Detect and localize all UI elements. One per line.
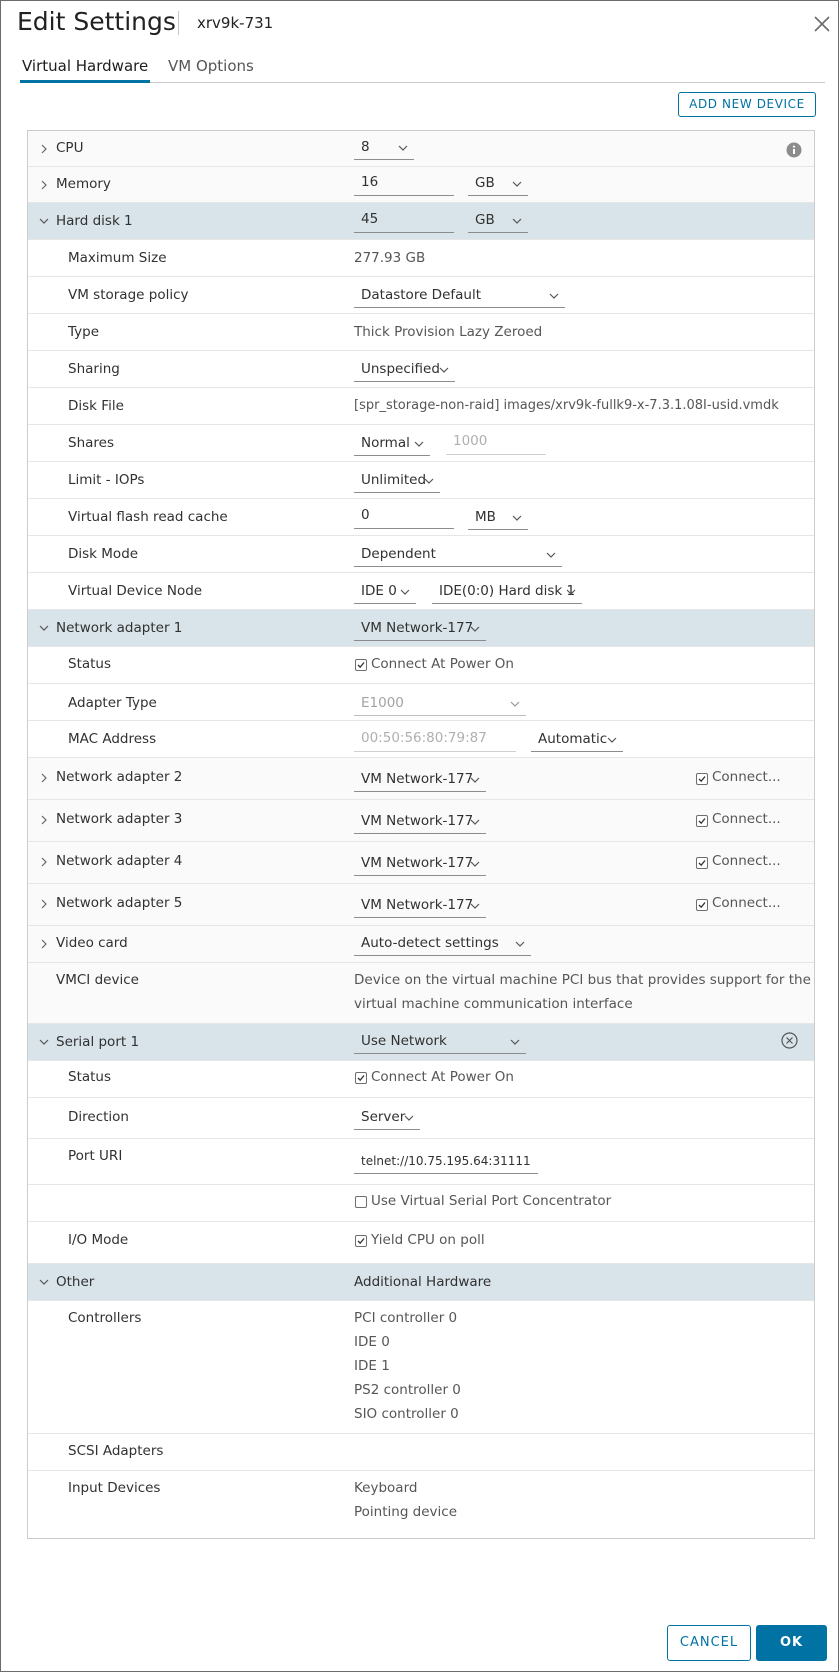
sharing-row bbox=[28, 351, 814, 388]
network-adapter-2-value: VM Network-177 bbox=[361, 771, 474, 787]
flash-cache-label: Virtual flash read cache bbox=[68, 509, 228, 525]
io-mode-checkbox[interactable] bbox=[355, 1235, 367, 1247]
add-new-device-button[interactable]: ADD NEW DEVICE bbox=[678, 92, 816, 117]
network-adapter-5-select[interactable] bbox=[354, 893, 486, 918]
disk-type-label: Type bbox=[68, 324, 100, 340]
network-adapter-3-label: Network adapter 3 bbox=[56, 811, 183, 827]
io-mode-checkbox-label: Yield CPU on poll bbox=[371, 1232, 485, 1248]
chevron-right-icon[interactable] bbox=[39, 815, 49, 825]
shares-amount-input bbox=[446, 430, 546, 455]
chevron-down-icon bbox=[470, 903, 480, 909]
controller-item: SIO controller 0 bbox=[354, 1406, 459, 1422]
na1-connect-label: Connect At Power On bbox=[371, 656, 514, 672]
network-adapter-4-select[interactable] bbox=[354, 851, 486, 876]
input-devices-list bbox=[354, 1476, 457, 1524]
network-adapter-3-value: VM Network-177 bbox=[361, 813, 474, 829]
shares-label: Shares bbox=[68, 435, 114, 451]
memory-unit: GB bbox=[475, 175, 495, 191]
controllers-list bbox=[354, 1306, 461, 1426]
direction-row bbox=[28, 1098, 814, 1139]
sharing-select[interactable] bbox=[354, 357, 455, 382]
disk-mode-select[interactable] bbox=[354, 542, 562, 567]
network-adapter-3-select[interactable] bbox=[354, 809, 486, 834]
limit-iops-label: Limit - IOPs bbox=[68, 472, 145, 488]
controller-item: PCI controller 0 bbox=[354, 1310, 458, 1326]
adapter-type-label: Adapter Type bbox=[68, 695, 157, 711]
disk-file-label: Disk File bbox=[68, 398, 124, 414]
controller-item: IDE 0 bbox=[354, 1334, 390, 1350]
mac-address-value: 00:50:56:80:79:87 bbox=[361, 730, 487, 746]
controller-item: IDE 1 bbox=[354, 1358, 390, 1374]
chevron-down-icon bbox=[470, 777, 480, 783]
title-divider bbox=[178, 11, 179, 35]
info-icon[interactable] bbox=[786, 142, 802, 158]
network-adapter-3-row bbox=[28, 800, 814, 842]
vmci-label: VMCI device bbox=[56, 972, 139, 988]
cancel-button[interactable]: CANCEL bbox=[667, 1625, 751, 1661]
checkmark-icon bbox=[357, 1237, 365, 1245]
checkmark-icon bbox=[698, 859, 706, 867]
na5-connect-checkbox[interactable] bbox=[696, 899, 708, 911]
port-uri-row bbox=[28, 1139, 814, 1185]
io-mode-label: I/O Mode bbox=[68, 1232, 129, 1248]
tab-bar bbox=[20, 51, 825, 83]
other-label: Other bbox=[56, 1274, 95, 1290]
chevron-down-icon bbox=[439, 367, 449, 373]
serial-port-value: Use Network bbox=[361, 1033, 447, 1049]
chevron-down-icon bbox=[512, 515, 522, 521]
network-adapter-5-label: Network adapter 5 bbox=[56, 895, 183, 911]
vm-name: xrv9k-731 bbox=[197, 14, 274, 32]
na3-connect-label: Connect... bbox=[712, 811, 781, 827]
scsi-label: SCSI Adapters bbox=[68, 1443, 164, 1459]
mac-mode-value: Automatic bbox=[538, 731, 608, 747]
io-mode-row bbox=[28, 1222, 814, 1264]
device-node-select[interactable] bbox=[432, 579, 582, 604]
checkmark-icon bbox=[698, 775, 706, 783]
disk-mode-label: Disk Mode bbox=[68, 546, 139, 562]
chevron-down-icon bbox=[512, 218, 522, 224]
network-adapter-1-label: Network adapter 1 bbox=[56, 620, 183, 636]
cpu-value: 8 bbox=[361, 139, 370, 155]
sp-status-label: Status bbox=[68, 1069, 112, 1085]
na2-connect-checkbox[interactable] bbox=[696, 773, 708, 785]
na4-connect-checkbox[interactable] bbox=[696, 857, 708, 869]
disk-file-row bbox=[28, 388, 814, 425]
memory-value: 16 bbox=[361, 174, 379, 190]
storage-policy-row bbox=[28, 277, 814, 314]
chevron-right-icon[interactable] bbox=[39, 773, 49, 783]
disk-mode-value: Dependent bbox=[361, 546, 436, 562]
ok-button[interactable]: OK bbox=[756, 1625, 827, 1661]
concentrator-row bbox=[28, 1185, 814, 1222]
storage-policy-label: VM storage policy bbox=[68, 287, 189, 303]
mac-address-label: MAC Address bbox=[68, 731, 157, 747]
na5-connect-label: Connect... bbox=[712, 895, 781, 911]
mac-address-input bbox=[354, 727, 516, 752]
tab-vm-options[interactable]: VM Options bbox=[168, 57, 254, 75]
network-adapter-2-row bbox=[28, 758, 814, 800]
scsi-row bbox=[28, 1434, 814, 1471]
port-uri-input[interactable] bbox=[354, 1149, 538, 1174]
disk-file-value: [spr_storage-non-raid] images/xrv9k-fullk9-x-7.3.1.08I-usid.vmdk bbox=[354, 398, 779, 413]
video-card-label: Video card bbox=[56, 935, 128, 951]
memory-label: Memory bbox=[56, 176, 111, 192]
na1-status-label: Status bbox=[68, 656, 112, 672]
chevron-down-icon bbox=[424, 478, 434, 484]
storage-policy-select[interactable] bbox=[354, 283, 565, 308]
na1-connect-checkbox[interactable] bbox=[355, 659, 367, 671]
chevron-down-icon[interactable] bbox=[39, 1037, 49, 1047]
checkmark-icon bbox=[357, 661, 365, 669]
other-value: Additional Hardware bbox=[354, 1274, 492, 1290]
checkmark-icon bbox=[357, 1074, 365, 1082]
chevron-down-icon bbox=[404, 1115, 414, 1121]
network-adapter-4-label: Network adapter 4 bbox=[56, 853, 183, 869]
direction-label: Direction bbox=[68, 1109, 129, 1125]
network-adapter-1-select[interactable] bbox=[354, 616, 486, 641]
sharing-label: Sharing bbox=[68, 361, 120, 377]
device-node-controller: IDE 0 bbox=[361, 583, 397, 599]
cpu-row bbox=[28, 131, 814, 167]
shares-select[interactable] bbox=[354, 431, 430, 456]
network-adapter-5-value: VM Network-177 bbox=[361, 897, 474, 913]
video-card-row bbox=[28, 926, 814, 963]
chevron-down-icon bbox=[512, 181, 522, 187]
device-node-row bbox=[28, 573, 814, 610]
hard-disk-unit: GB bbox=[475, 212, 495, 228]
chevron-right-icon[interactable] bbox=[39, 144, 49, 154]
chevron-down-icon[interactable] bbox=[39, 623, 49, 633]
chevron-down-icon bbox=[510, 1039, 520, 1045]
network-adapter-4-value: VM Network-177 bbox=[361, 855, 474, 871]
chevron-down-icon[interactable] bbox=[39, 216, 49, 226]
disk-mode-row bbox=[28, 536, 814, 573]
concentrator-label: Use Virtual Serial Port Concentrator bbox=[371, 1193, 612, 1209]
adapter-type-select bbox=[354, 691, 526, 716]
sp-connect-label: Connect At Power On bbox=[371, 1069, 514, 1085]
flash-cache-row bbox=[28, 499, 814, 536]
hard-disk-unit-select[interactable] bbox=[468, 208, 528, 233]
memory-unit-select[interactable] bbox=[468, 171, 528, 196]
chevron-right-icon[interactable] bbox=[39, 939, 49, 949]
limit-iops-row bbox=[28, 462, 814, 499]
shares-amount: 1000 bbox=[453, 433, 488, 449]
chevron-down-icon bbox=[398, 145, 408, 151]
serial-port-row bbox=[28, 1024, 814, 1061]
input-devices-row bbox=[28, 1471, 814, 1538]
chevron-down-icon bbox=[510, 701, 520, 707]
chevron-right-icon[interactable] bbox=[39, 899, 49, 909]
max-size-label: Maximum Size bbox=[68, 250, 167, 266]
port-uri-label: Port URI bbox=[68, 1148, 123, 1164]
chevron-down-icon[interactable] bbox=[39, 1277, 49, 1287]
memory-row bbox=[28, 167, 814, 203]
sharing-value: Unspecified bbox=[361, 361, 440, 377]
network-adapter-2-label: Network adapter 2 bbox=[56, 769, 183, 785]
flash-cache-value: 0 bbox=[361, 507, 370, 523]
remove-device-icon[interactable] bbox=[781, 1032, 798, 1049]
device-node-label: Virtual Device Node bbox=[68, 583, 203, 599]
hard-disk-row bbox=[28, 203, 814, 240]
sp-connect-checkbox[interactable] bbox=[355, 1072, 367, 1084]
dialog-title: Edit Settings bbox=[17, 7, 176, 36]
network-adapter-4-row bbox=[28, 842, 814, 884]
input-device-item: Keyboard bbox=[354, 1480, 418, 1496]
chevron-down-icon bbox=[470, 861, 480, 867]
network-adapter-2-select[interactable] bbox=[354, 767, 486, 792]
flash-cache-unit: MB bbox=[475, 509, 496, 525]
limit-iops-select[interactable] bbox=[354, 468, 440, 493]
serial-port-label: Serial port 1 bbox=[56, 1034, 140, 1050]
vmci-description-line2: virtual machine communication interface bbox=[354, 996, 633, 1012]
video-card-value: Auto-detect settings bbox=[361, 935, 499, 951]
direction-value: Server bbox=[361, 1109, 406, 1125]
network-adapter-1-value: VM Network-177 bbox=[361, 620, 474, 636]
close-icon[interactable] bbox=[811, 13, 833, 35]
mac-address-row bbox=[28, 721, 814, 758]
chevron-down-icon bbox=[546, 552, 556, 558]
chevron-down-icon bbox=[414, 441, 424, 447]
limit-iops-value: Unlimited bbox=[361, 472, 427, 488]
cpu-select[interactable] bbox=[354, 135, 414, 160]
serial-port-select[interactable] bbox=[354, 1029, 526, 1054]
hard-disk-size: 45 bbox=[361, 211, 379, 227]
na3-connect-checkbox[interactable] bbox=[696, 815, 708, 827]
controller-item: PS2 controller 0 bbox=[354, 1382, 461, 1398]
other-row bbox=[28, 1264, 814, 1301]
shares-row bbox=[28, 425, 814, 462]
controllers-row bbox=[28, 1301, 814, 1434]
max-size-row bbox=[28, 240, 814, 277]
input-device-item: Pointing device bbox=[354, 1504, 458, 1520]
na2-connect-label: Connect... bbox=[712, 769, 781, 785]
mac-mode-select[interactable] bbox=[531, 727, 623, 752]
flash-cache-unit-select[interactable] bbox=[468, 505, 528, 530]
cpu-label: CPU bbox=[56, 140, 84, 156]
storage-policy-value: Datastore Default bbox=[361, 287, 481, 303]
checkmark-icon bbox=[698, 901, 706, 909]
checkmark-icon bbox=[698, 817, 706, 825]
direction-select[interactable] bbox=[354, 1105, 420, 1130]
memory-input[interactable] bbox=[354, 171, 454, 196]
max-size-value: 277.93 GB bbox=[354, 250, 426, 266]
network-adapter-5-row bbox=[28, 884, 814, 926]
chevron-right-icon[interactable] bbox=[39, 180, 49, 190]
hard-disk-label: Hard disk 1 bbox=[56, 213, 133, 229]
adapter-type-value: E1000 bbox=[361, 695, 404, 711]
vmci-description-line1: Device on the virtual machine PCI bus that provides support for the bbox=[354, 972, 811, 988]
chevron-down-icon bbox=[607, 737, 617, 743]
na4-connect-label: Connect... bbox=[712, 853, 781, 869]
disk-type-value: Thick Provision Lazy Zeroed bbox=[354, 324, 543, 340]
input-devices-label: Input Devices bbox=[68, 1480, 161, 1496]
chevron-down-icon bbox=[470, 626, 480, 632]
controllers-label: Controllers bbox=[68, 1310, 142, 1326]
chevron-down-icon bbox=[400, 589, 410, 595]
network-adapter-1-row bbox=[28, 610, 814, 647]
device-node-controller-select[interactable] bbox=[354, 579, 416, 604]
device-node-value: IDE(0:0) Hard disk 1 bbox=[439, 583, 576, 599]
video-card-select[interactable] bbox=[354, 931, 531, 956]
hardware-grid bbox=[27, 130, 815, 1539]
chevron-down-icon bbox=[566, 589, 576, 595]
port-uri-value: telnet://10.75.195.64:31111 bbox=[361, 1154, 531, 1168]
flash-cache-input[interactable] bbox=[354, 504, 454, 529]
vmci-row bbox=[28, 963, 814, 1024]
disk-type-row bbox=[28, 314, 814, 351]
chevron-right-icon[interactable] bbox=[39, 857, 49, 867]
concentrator-checkbox[interactable] bbox=[355, 1196, 367, 1208]
chevron-down-icon bbox=[515, 941, 525, 947]
adapter-type-row bbox=[28, 684, 814, 721]
chevron-down-icon bbox=[470, 819, 480, 825]
na1-status-row bbox=[28, 647, 814, 684]
tab-virtual-hardware[interactable]: Virtual Hardware bbox=[22, 57, 149, 75]
shares-value: Normal bbox=[361, 435, 410, 451]
hard-disk-size-input[interactable] bbox=[354, 208, 454, 233]
chevron-down-icon bbox=[549, 293, 559, 299]
sp-status-row bbox=[28, 1061, 814, 1098]
